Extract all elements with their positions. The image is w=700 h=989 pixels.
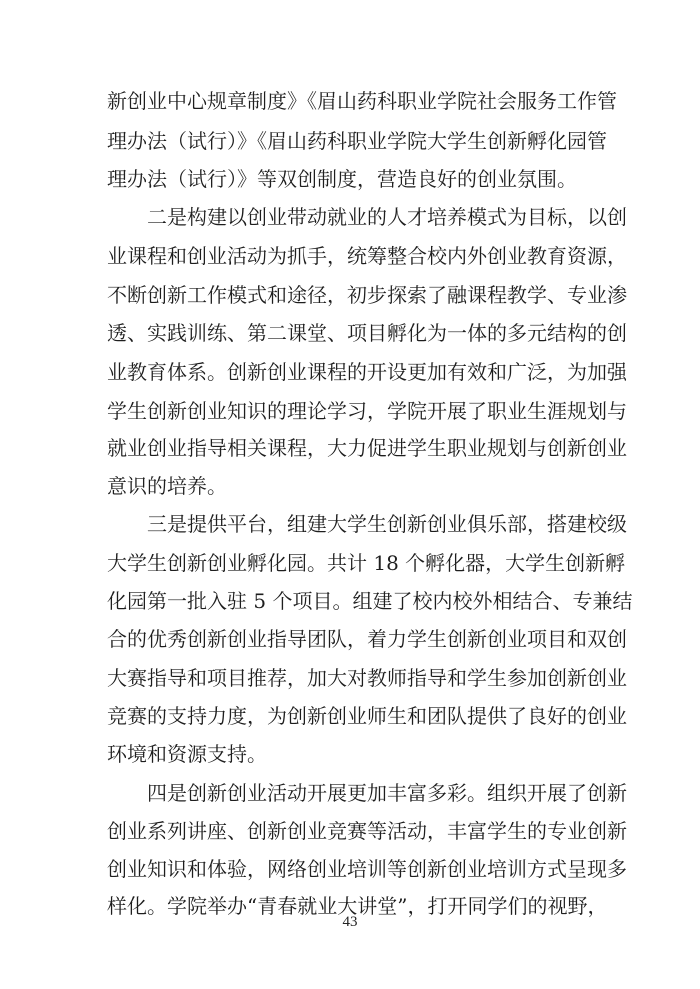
paragraph-3-line-6: 竞赛的支持力度，为创新创业师生和团队提供了良好的创业 (107, 704, 627, 728)
paragraph-3-line-4: 合的优秀创新创业指导团队，着力学生创新创业项目和双创 (107, 627, 627, 651)
paragraph-2-line-7: 就业创业指导相关课程，大力促进学生职业规划与创新创业 (107, 436, 627, 460)
paragraph-2-line-6: 学生创新创业知识的理论学习，学院开展了职业生涯规划与 (107, 399, 627, 423)
text-line-1: 新创业中心规章制度》《眉山药科职业学院社会服务工作管 (107, 89, 617, 113)
text-line-3: 理办法（试行）》等双创制度，营造良好的创业氛围。 (107, 167, 577, 191)
paragraph-2-line-8: 意识的培养。 (107, 474, 227, 498)
paragraph-2-line-5: 业教育体系。创新创业课程的开设更加有效和广泛，为加强 (107, 360, 627, 384)
paragraph-3-line-1: 三是提供平台，组建大学生创新创业俱乐部，搭建校级 (147, 512, 627, 536)
paragraph-4-line-2: 创业系列讲座、创新创业竞赛等活动，丰富学生的专业创新 (107, 819, 627, 843)
paragraph-2-line-1: 二是构建以创业带动就业的人才培养模式为目标，以创 (147, 205, 627, 229)
paragraph-3-line-7: 环境和资源支持。 (107, 742, 267, 766)
paragraph-4-line-3: 创业知识和体验，网络创业培训等创新创业培训方式呈现多 (107, 857, 627, 881)
paragraph-3-line-5: 大赛指导和项目推荐，加大对教师指导和学生参加创新创业 (107, 666, 627, 690)
paragraph-2-line-4: 透、实践训练、第二课堂、项目孵化为一体的多元结构的创 (107, 321, 627, 345)
text-line-2: 理办法（试行）》《眉山药科职业学院大学生创新孵化园管 (107, 129, 607, 153)
paragraph-4-line-4: 样化。学院举办“青春就业大讲堂”，打开同学们的视野， (107, 894, 608, 918)
paragraph-2-line-2: 业课程和创业活动为抓手，统筹整合校内外创业教育资源， (107, 244, 627, 268)
paragraph-3-line-2: 大学生创新创业孵化园。共计 18 个孵化器，大学生创新孵 (107, 551, 626, 575)
paragraph-3-line-3: 化园第一批入驻 5 个项目。组建了校内校外相结合、专兼结 (107, 589, 633, 613)
paragraph-2-line-3: 不断创新工作模式和途径，初步探索了融课程教学、专业渗 (107, 283, 627, 307)
page-number: 43 (342, 914, 358, 930)
paragraph-4-line-1: 四是创新创业活动开展更加丰富多彩。组织开展了创新 (147, 781, 627, 805)
